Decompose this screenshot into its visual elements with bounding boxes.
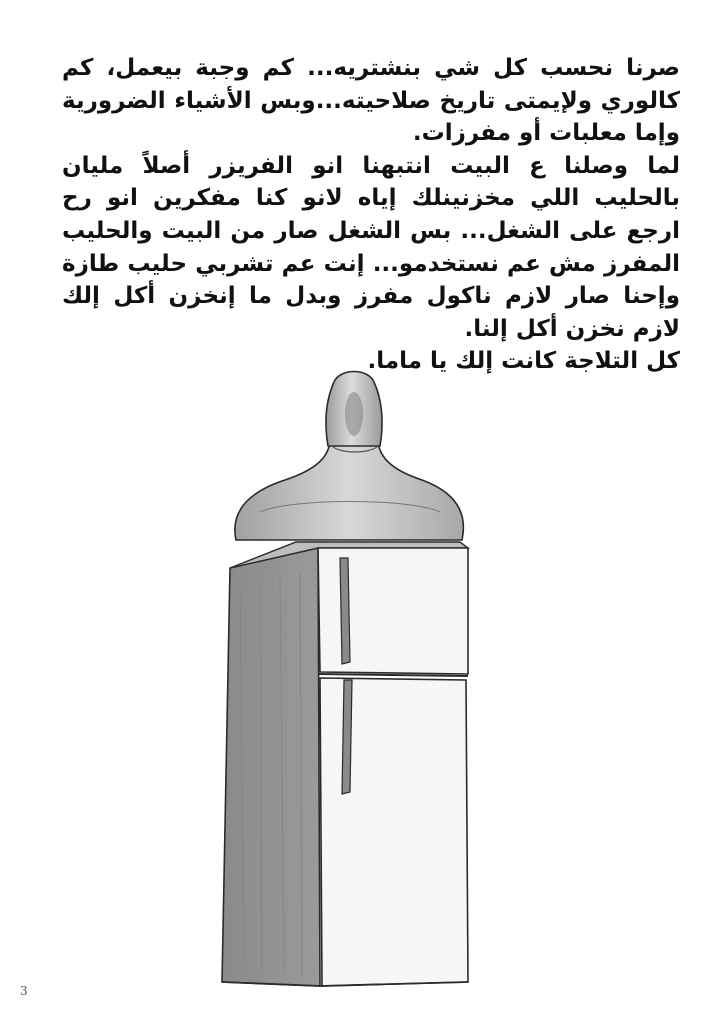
- refrigerator-with-baby-bottle-nipple-icon: [200, 362, 500, 992]
- story-text: [62, 52, 680, 378]
- page-number: 3: [20, 984, 28, 998]
- story-paragraph-3: كل التلاجة كانت إلك يا ماما.: [367, 348, 680, 375]
- story-paragraph-2: لما وصلنا ع البيت انتبهنا انو الفريزر أصلاً مليان بالحليب اللي مخزنينلك إياه لانو كنا مفكرين انو رح ارجع على الشغل... بس الشغل صار من البيت والحليب المفرز مش عم نستخدمو... إنت عم تشربي حليب طازة وإحنا صار لازم ناكول مفرز وبدل ما إنخزن أكل إلك لازم نخزن أكل إلنا.: [62, 152, 680, 342]
- story-paragraph-1: صرنا نحسب كل شي بنشتريه... كم وجبة بيعمل، كم كالوري ولإيمتى تاريخ صلاحيته...وبس الأشياء الضرورية وإما معلبات أو مفرزات.: [62, 55, 680, 147]
- bottle-nipple-icon: [235, 372, 464, 541]
- refrigerator-icon: [222, 542, 468, 986]
